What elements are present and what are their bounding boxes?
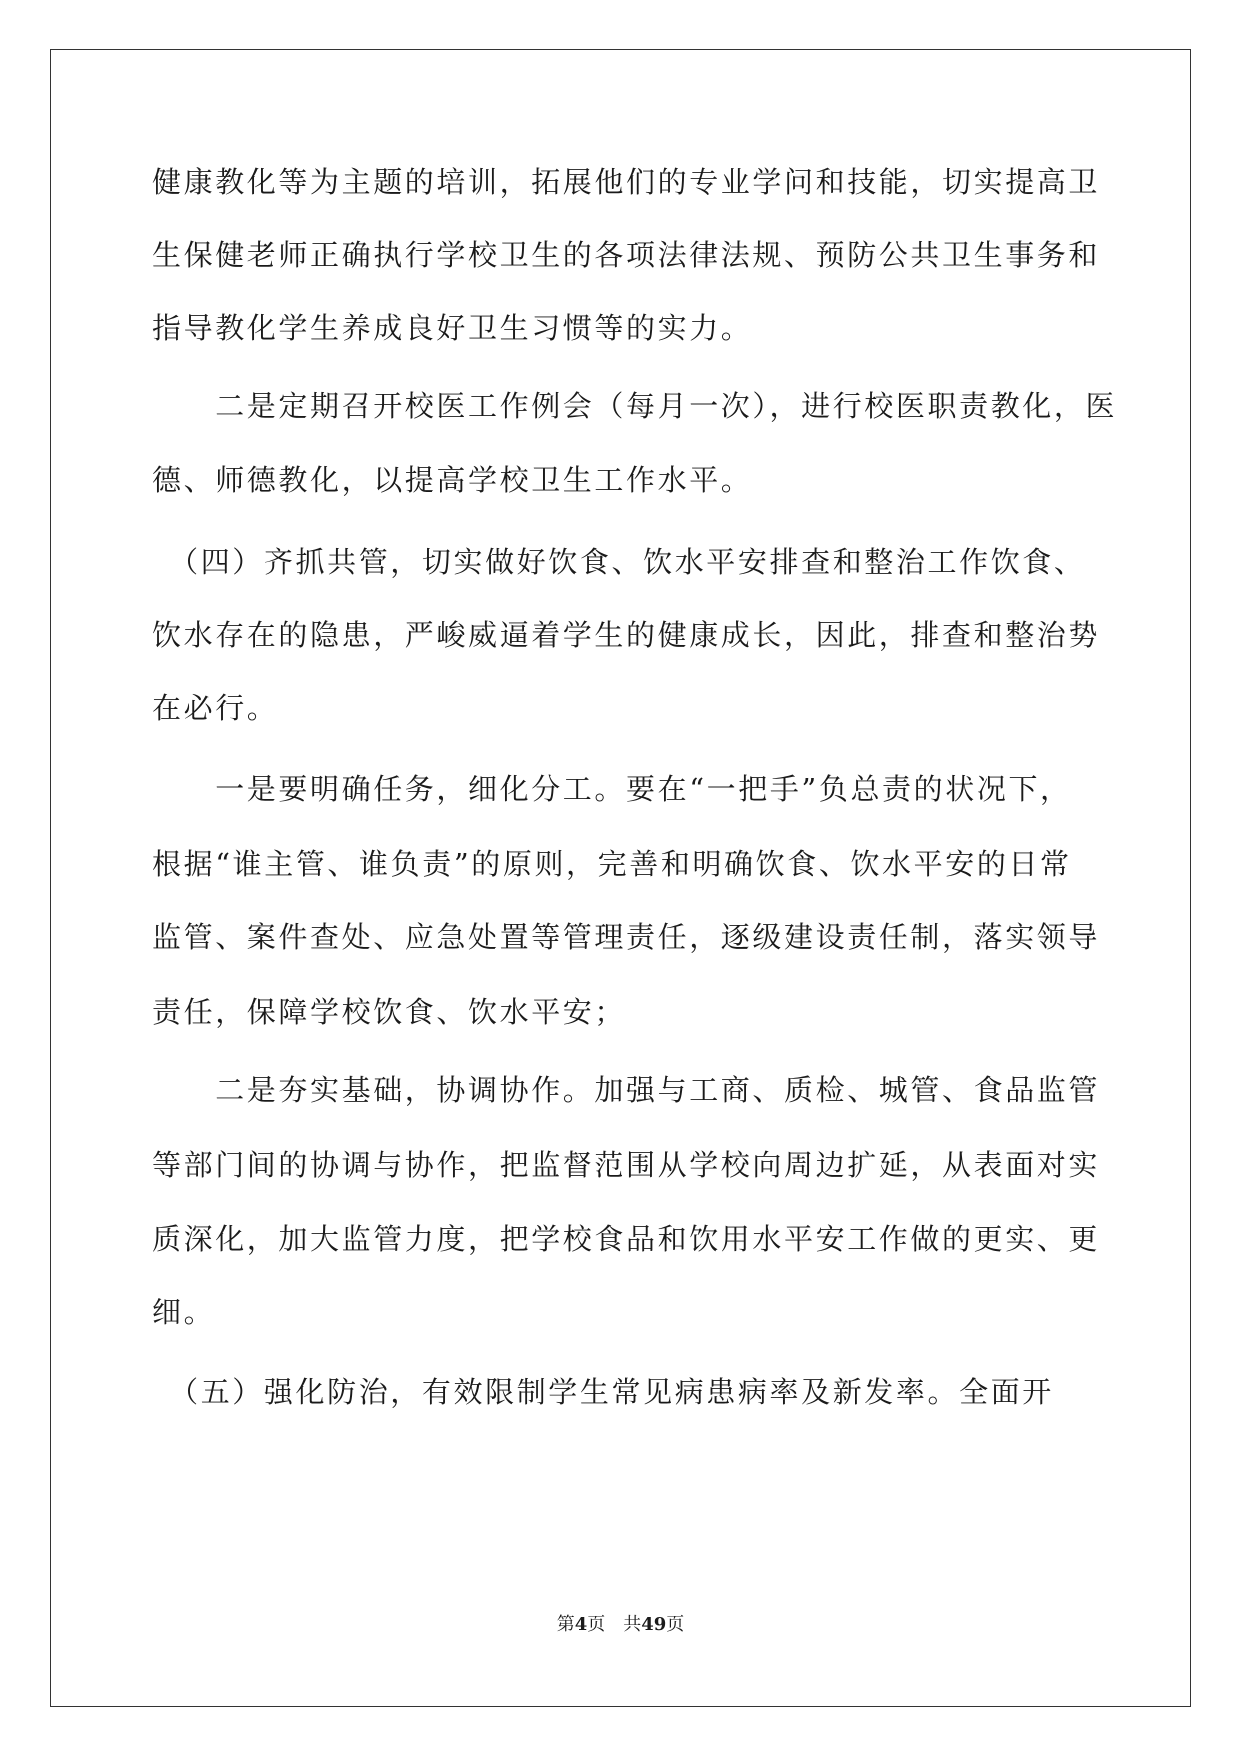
text-line: 质深化，加大监管力度，把学校食品和饮用水平安工作做的更实、更 [152,1222,1101,1256]
text-line: 德、师德教化，以提高学校卫生工作水平。 [152,463,753,497]
text-line: （五）强化防治，有效限制学生常见病患病率及新发率。全面开 [152,1375,1054,1409]
page-prefix: 第 [556,1614,575,1635]
text-line: 生保健老师正确执行学校卫生的各项法律法规、预防公共卫生事务和 [152,238,1101,272]
page-footer [0,1613,1241,1637]
total-unit: 页 [666,1614,685,1635]
text-line: 一是要明确任务，细化分工。要在“一把手”负总责的状况下， [152,772,1072,806]
text-line: 等部门间的协调与协作，把监督范围从学校向周边扩延，从表面对实 [152,1148,1101,1182]
text-line: （四）齐抓共管，切实做好饮食、饮水平安排查和整治工作饮食、 [152,545,1086,579]
text-line: 细。 [152,1295,216,1329]
text-line: 在必行。 [152,691,279,725]
text-line: 饮水存在的隐患，严峻威逼着学生的健康成长，因此，排查和整治势 [152,618,1101,652]
total-pages: 49 [641,1614,667,1635]
page-number: 4 [574,1614,588,1635]
text-line: 责任，保障学校饮食、饮水平安； [152,995,627,1029]
text-line: 二是定期召开校医工作例会（每月一次），进行校医职责教化，医 [152,389,1118,423]
text-line: 指导教化学生养成良好卫生习惯等的实力。 [152,311,753,345]
total-prefix: 共 [623,1614,642,1635]
text-line: 健康教化等为主题的培训，拓展他们的专业学问和技能，切实提高卫 [152,165,1101,199]
page-unit: 页 [587,1614,606,1635]
text-line: 监管、案件查处、应急处置等管理责任，逐级建设责任制，落实领导 [152,920,1101,954]
text-line: 根据“谁主管、谁负责”的原则，完善和明确饮食、饮水平安的日常 [152,847,1072,881]
text-line: 二是夯实基础，协调协作。加强与工商、质检、城管、食品监管 [152,1073,1101,1107]
